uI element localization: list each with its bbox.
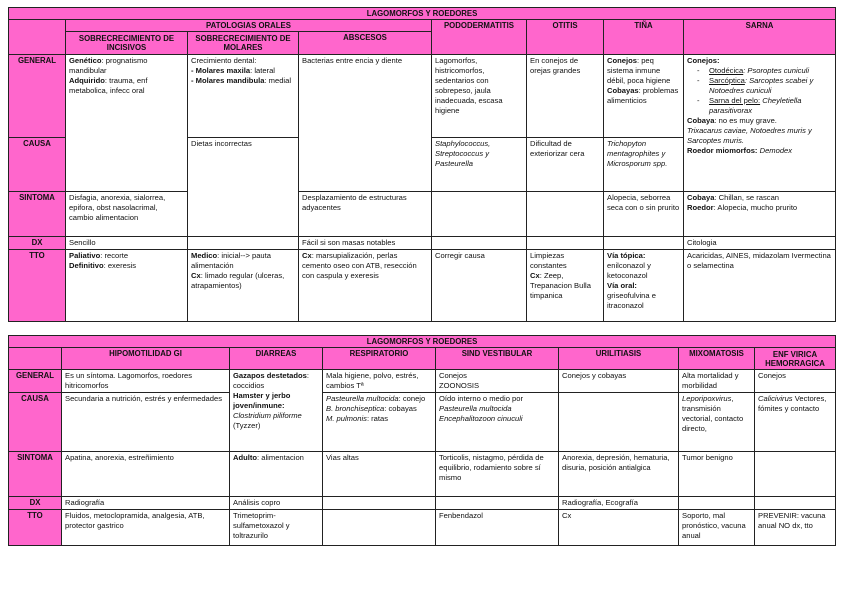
urilitiasis-general: Conejos y cobayas [559, 370, 679, 393]
corner-cell [9, 20, 66, 55]
enf-virica-tto: PREVENIR: vacuna anual NO dx, tto [755, 510, 836, 546]
urilitiasis-dx: Radiografía, Ecografía [559, 497, 679, 510]
header-abscesos: ABSCESOS [299, 32, 432, 55]
otitis-sintoma [527, 192, 604, 237]
enf-virica-dx [755, 497, 836, 510]
molares-general: Crecimiento dental: - Molares maxila: lateral - Molares mandibula: medial [188, 55, 299, 138]
mixomatosis-general: Alta mortalidad y morbilidad [679, 370, 755, 393]
abscesos-tto: Cx: marsupialización, perlas cemento oseo con ATB, resección con caspula y exeresis [299, 250, 432, 322]
corner-cell [9, 348, 62, 370]
urilitiasis-sintoma: Anorexia, depresión, hematuria, disuria, posición antialgica [559, 452, 679, 497]
molares-tto: Medico: inicial--> pauta alimentación Cx: limado regular (ulceras, atrapamientos) [188, 250, 299, 322]
abscesos-sintoma: Desplazamiento de estructuras adyacentes [299, 192, 432, 237]
enf-virica-sintoma [755, 452, 836, 497]
pododermatitis-sintoma [432, 192, 527, 237]
header-sind-vestibular: SIND VESTIBULAR [436, 348, 559, 370]
mixomatosis-causa: Leporipoxvirus, transmisión vectorial, contacto directo, [679, 393, 755, 452]
sarna-tto: Acaricidas, AINES, midazolam Ivermectina o selamectina [684, 250, 836, 322]
table-lagomorfos-1 [8, 7, 836, 322]
sarna-dx: Citologia [684, 237, 836, 250]
respiratorio-dx [323, 497, 436, 510]
pododermatitis-causa: Staphylococcus, Streptococcus y Pasteurella [432, 138, 527, 192]
incisivos-dx: Sencillo [66, 237, 188, 250]
table-title: LAGOMORFOS Y ROEDORES [9, 336, 836, 348]
tina-tto: Vía tópica: enilconazol y ketoconazol Vía oral: griseofulvina e itraconazol [604, 250, 684, 322]
tina-sintoma: Alopecia, seborrea seca con o sin prurito [604, 192, 684, 237]
respiratorio-general: Mala higiene, polvo, estrés, cambios Tª [323, 370, 436, 393]
otitis-dx [527, 237, 604, 250]
otitis-general: En conejos de orejas grandes [527, 55, 604, 138]
respiratorio-tto [323, 510, 436, 546]
header-urilitiasis: URILITIASIS [559, 348, 679, 370]
sarna-sintoma: Cobaya: Chillan, se rascan Roedor: Alopecia, mucho prurito [684, 192, 836, 237]
sind-vestibular-general: Conejos ZOONOSIS [436, 370, 559, 393]
header-diarreas: DIARREAS [230, 348, 323, 370]
pododermatitis-tto: Corregir causa [432, 250, 527, 322]
tina-causa: Trichopyton mentagrophites y Microsporum spp. [604, 138, 684, 192]
row-label-sintoma: SINTOMA [9, 192, 66, 237]
respiratorio-sintoma: Vias altas [323, 452, 436, 497]
header-molares: SOBRECRECIMIENTO DE MOLARES [188, 32, 299, 55]
row-label-dx: DX [9, 237, 66, 250]
abscesos-dx: Fácil si son masas notables [299, 237, 432, 250]
row-label-causa: CAUSA [9, 138, 66, 192]
molares-dx [188, 237, 299, 250]
header-incisivos: SOBRECRECIMIENTO DE INCISIVOS [66, 32, 188, 55]
sind-vestibular-tto: Fenbendazol [436, 510, 559, 546]
hipomotilidad-causa: Secundaria a nutrición, estrés y enfermedades [62, 393, 230, 452]
otitis-tto: Limpiezas constantes Cx: Zeep, Trepanacion Bulla timpanica [527, 250, 604, 322]
sind-vestibular-dx [436, 497, 559, 510]
row-label-sintoma: SINTOMA [9, 452, 62, 497]
sarna-general-causa: Conejos: - Otodécica: Psoroptes cuniculi - Sarcóptica: Sarcoptes scabei y Notoedres cuniculi - Sarna del pelo: Cheyletiella parasitivorax Cobaya: no es muy grave. Trixacarus caviae, Notoedres muris y Sarcoptes muris. Roedor miomorfos: Demodex [684, 55, 836, 192]
row-label-tto: TTO [9, 510, 62, 546]
mixomatosis-dx [679, 497, 755, 510]
urilitiasis-causa [559, 393, 679, 452]
diarreas-dx: Análisis copro [230, 497, 323, 510]
molares-causa: Dietas incorrectas [188, 138, 299, 237]
tina-dx [604, 237, 684, 250]
incisivos-sintoma: Disfagia, anorexia, sialorrea, epifora, obst nasolacrimal, cambio alimentacion [66, 192, 188, 237]
mixomatosis-tto: Soporto, mal pronóstico, vacuna anual [679, 510, 755, 546]
row-label-general: GENERAL [9, 370, 62, 393]
respiratorio-causa: Pasteurella multocida: conejo B. bronchiseptica: cobayas M. pulmonis: ratas [323, 393, 436, 452]
diarreas-sintoma: Adulto: alimentacion [230, 452, 323, 497]
row-label-general: GENERAL [9, 55, 66, 138]
incisivos-general: Genético: prognatismo mandibular Adquirido: trauma, enf metabolica, infecc oral [66, 55, 188, 192]
diarreas-general-causa: Gazapos destetados: coccidios Hamster y jerbo joven/inmune: Clostridium piliforme (Tyzzer) [230, 370, 323, 452]
otitis-causa: Dificultad de exteriorizar cera [527, 138, 604, 192]
hipomotilidad-sintoma: Apatina, anorexia, estreñimiento [62, 452, 230, 497]
table-title: LAGOMORFOS Y ROEDORES [9, 8, 836, 20]
abscesos-general: Bacterias entre encia y diente [299, 55, 432, 192]
urilitiasis-tto: Cx [559, 510, 679, 546]
header-enf-virica: ENF VIRICA HEMORRAGICA [755, 348, 836, 370]
tina-general: Conejos: peq sistema inmune débil, poca higiene Cobayas: problemas alimenticios [604, 55, 684, 138]
sind-vestibular-sintoma: Torticolis, nistagmo, pérdida de equilibrio, rodamiento sobre sí mismo [436, 452, 559, 497]
row-label-causa: CAUSA [9, 393, 62, 452]
header-otitis: OTITIS [527, 20, 604, 55]
hipomotilidad-dx: Radiografía [62, 497, 230, 510]
hipomotilidad-general: Es un síntoma. Lagomorfos, roedores hitricomorfos [62, 370, 230, 393]
enf-virica-causa: Calicivirus Vectores, fómites y contacto [755, 393, 836, 452]
sind-vestibular-causa: Oído interno o medio por Pasteurella multocida Encephalitozoon cinuculi [436, 393, 559, 452]
table-lagomorfos-2 [8, 335, 836, 546]
header-pododermatitis: PODODERMATITIS [432, 20, 527, 55]
diarreas-tto: Trimetoprim-sulfametoxazol y toltrazurilo [230, 510, 323, 546]
hipomotilidad-tto: Fluidos, metoclopramida, analgesia, ATB, protector gastrico [62, 510, 230, 546]
pododermatitis-general: Lagomorfos, histricomorfos, sedentarios con sobrepeso, jaula inadecuada, escasa higiene [432, 55, 527, 138]
enf-virica-general: Conejos [755, 370, 836, 393]
mixomatosis-sintoma: Tumor benigno [679, 452, 755, 497]
incisivos-tto: Paliativo: recorte Definitivo: exeresis [66, 250, 188, 322]
header-sarna: SARNA [684, 20, 836, 55]
header-hipomotilidad: HIPOMOTILIDAD GI [62, 348, 230, 370]
row-label-dx: DX [9, 497, 62, 510]
header-respiratorio: RESPIRATORIO [323, 348, 436, 370]
header-mixomatosis: MIXOMATOSIS [679, 348, 755, 370]
row-label-tto: TTO [9, 250, 66, 322]
pododermatitis-dx [432, 237, 527, 250]
header-tina: TIÑA [604, 20, 684, 55]
header-patologias-orales: PATOLOGIAS ORALES [66, 20, 432, 32]
